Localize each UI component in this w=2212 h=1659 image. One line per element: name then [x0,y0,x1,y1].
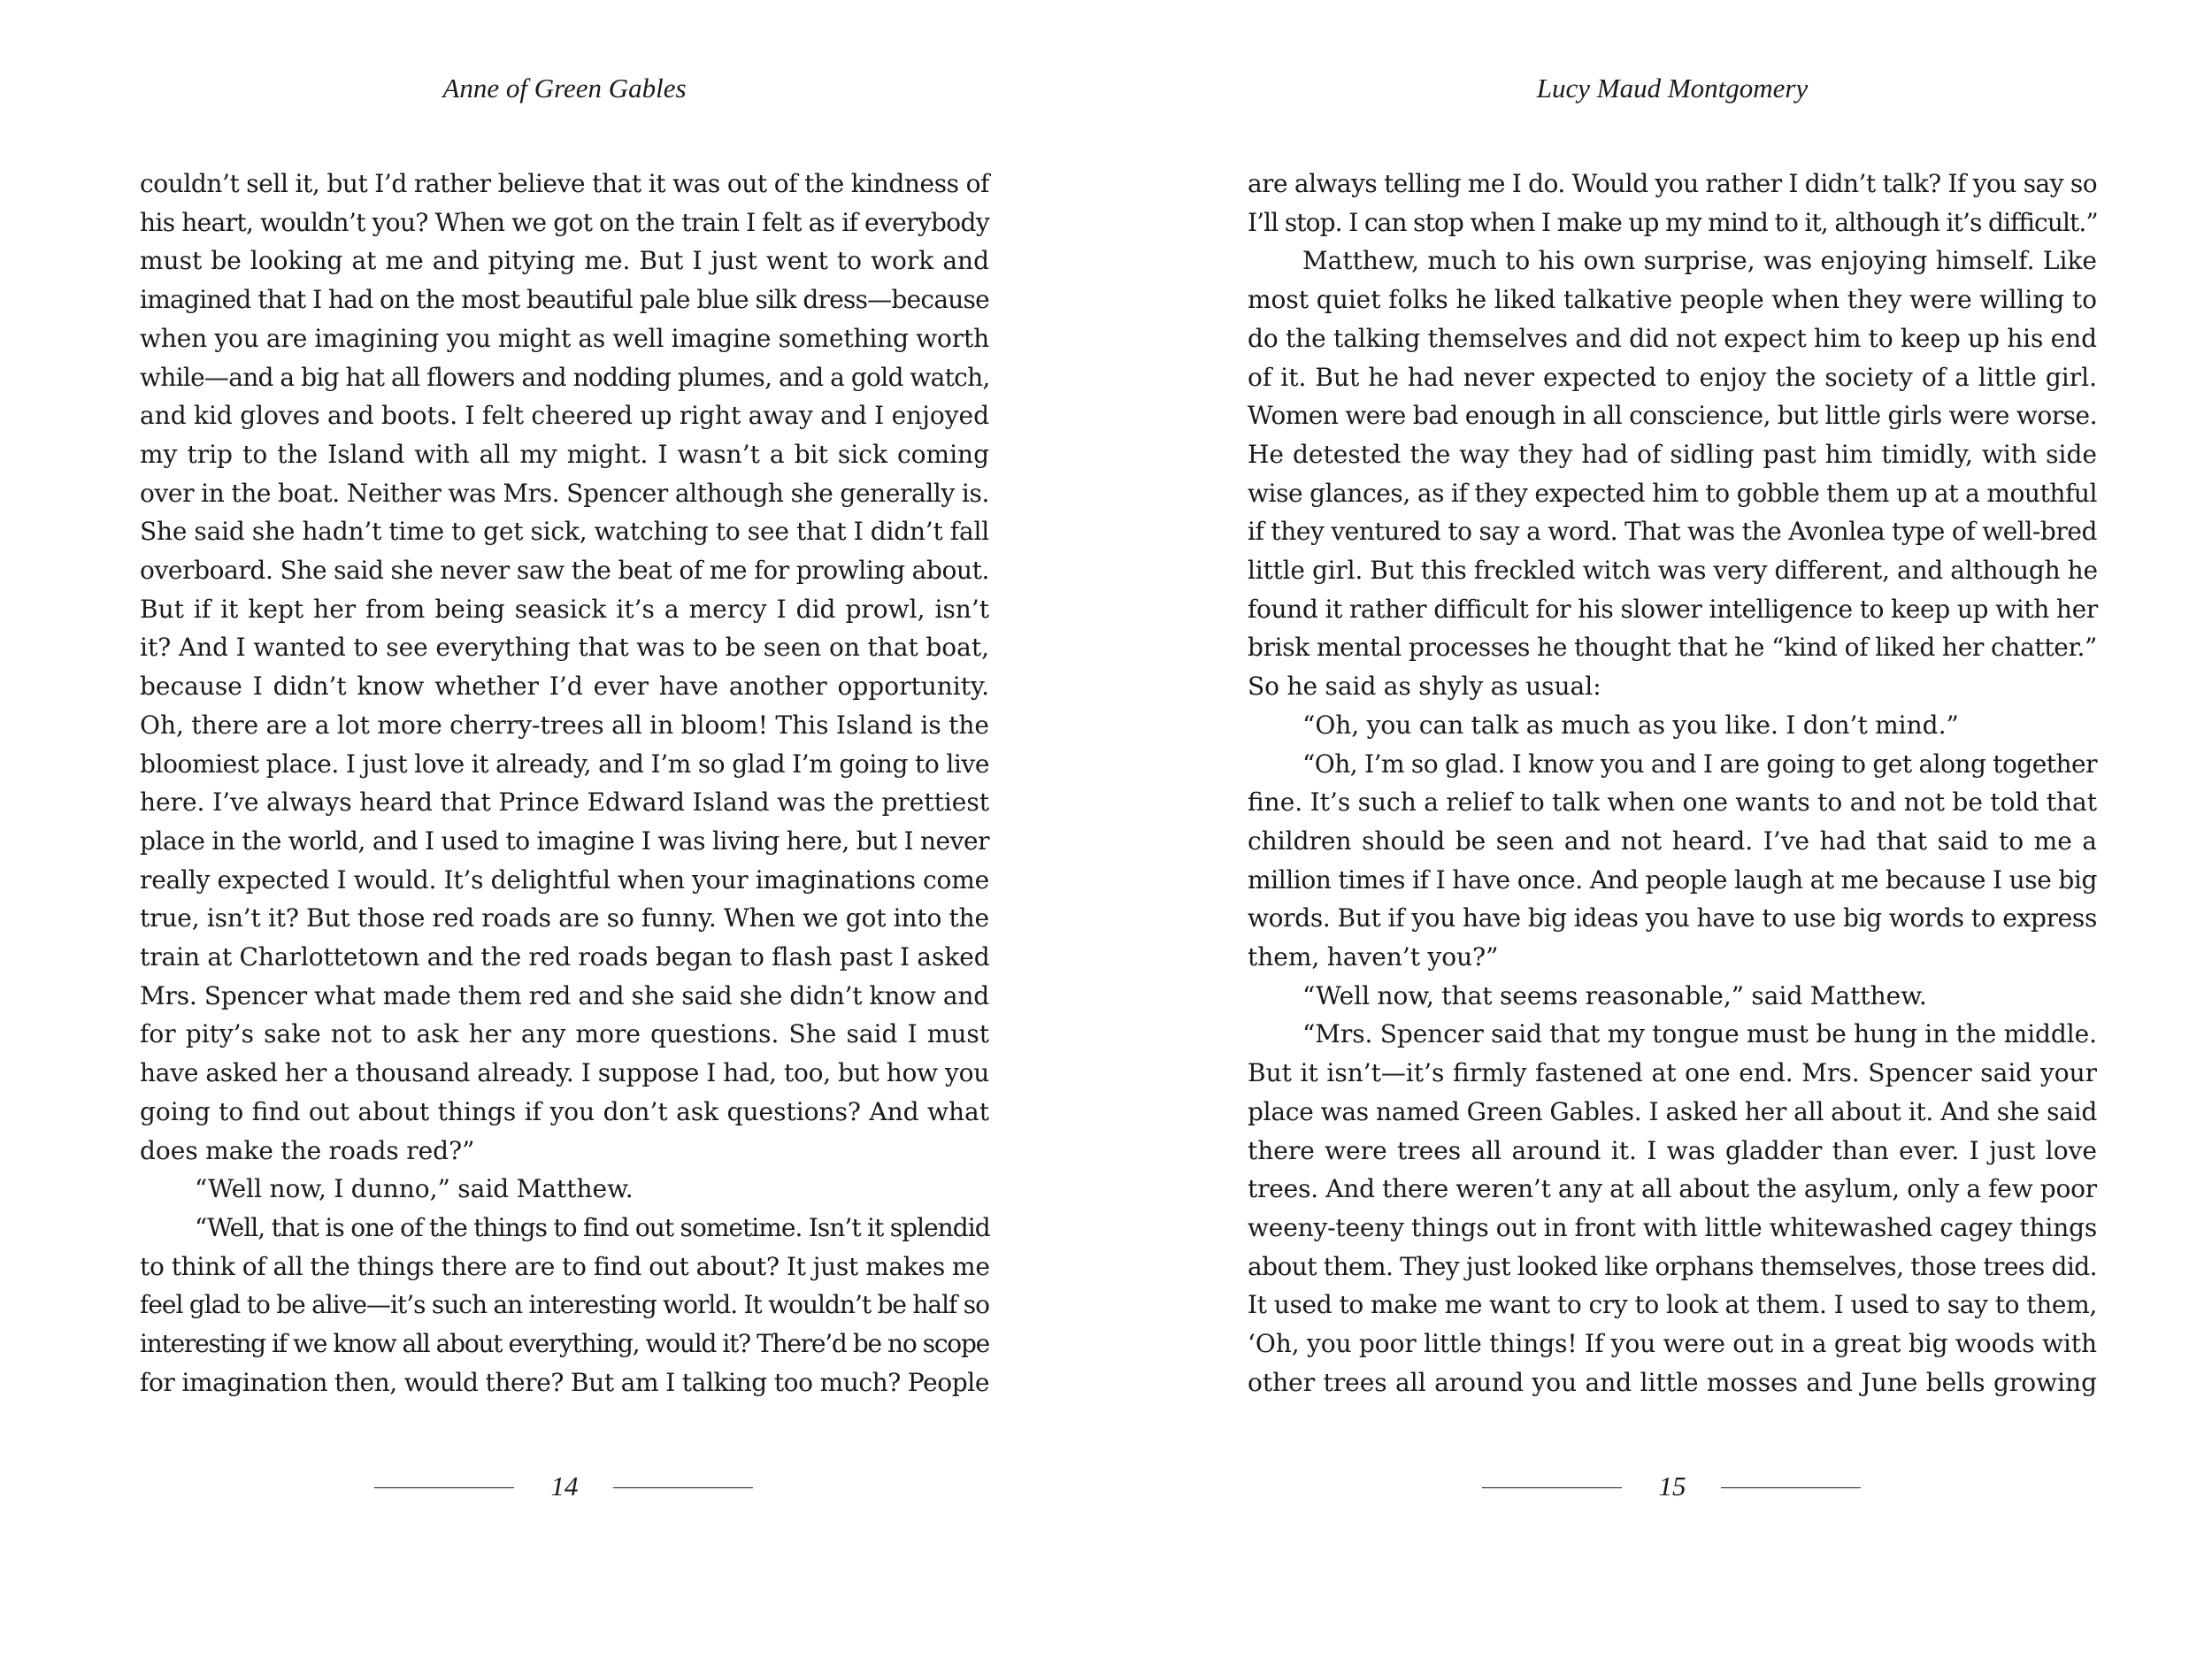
text-line: Women were bad enough in all conscience, but little girls were worse. [1248,401,2097,431]
text-line: She said she hadn’t time to get sick, watching to see that I didn’t fall [140,517,989,547]
text-line: I’ll stop. I can stop when I make up my mind to it, although it’s difficult.” [1248,207,2098,237]
text-line: Matthew, much to his own surprise, was enjoying himself. Like [1302,246,2097,276]
text-line: But it isn’t—it’s firmly fastened at one end. Mrs. Spencer said your [1248,1058,2097,1088]
text-line: found it rather difficult for his slower intelligence to keep up with her [1248,594,2098,624]
text-line: because I didn’t know whether I’d ever have another opportunity. [140,672,989,702]
text-line: feel glad to be alive—it’s such an interesting world. It wouldn’t be half so [140,1290,989,1320]
body-text [140,165,989,1402]
text-line: million times if I have once. And people laugh at me because I use big [1248,864,2097,895]
text-line: imagined that I had on the most beautiful pale blue silk dress—because [140,285,989,315]
text-line: It used to make me want to cry to look at them. I used to say to them, [1248,1290,2097,1320]
text-line: when you are imagining you might as well imagine something worth [140,323,990,353]
footer-rule-left [374,1487,514,1488]
footer-rule-left [1482,1487,1622,1488]
page-footer [140,1464,989,1509]
text-line: “Oh, you can talk as much as you like. I don’t mind.” [1302,710,1959,740]
text-line: fine. It’s such a relief to talk when one wants to and not be told that [1248,787,2097,818]
page-number: 14 [550,1471,579,1502]
text-line: most quiet folks he liked talkative people when they were willing to [1248,285,2097,315]
footer-rule-right [613,1487,753,1488]
text-line: to think of all the things there are to find out about? It just makes me [140,1251,990,1281]
text-line: brisk mental processes he thought that he “kind of liked her chatter.” [1248,633,2097,663]
text-line: do the talking themselves and did not expect him to keep up his end [1248,323,2097,353]
text-line: for pity’s sake not to ask her any more questions. She said I must [140,1019,989,1049]
text-line: have asked her a thousand already. I suppose I had, too, but how you [140,1058,989,1088]
text-line: his heart, wouldn’t you? When we got on the train I felt as if everybody [140,207,989,237]
text-line: So he said as shyly as usual: [1248,672,1601,702]
text-line: does make the roads red?” [140,1135,475,1165]
text-line: But if it kept her from being seasick it’s a mercy I did prowl, isn’t [140,594,989,624]
text-line: Oh, there are a lot more cherry-trees all in bloom! This Island is the [140,710,989,740]
text-line: of it. But he had never expected to enjoy the society of a little girl. [1248,362,2097,392]
text-line: overboard. She said she never saw the beat of me for prowling about. [140,556,990,586]
text-line: trees. And there weren’t any at all about the asylum, only a few poor [1248,1174,2098,1204]
text-line: “Well now, I dunno,” said Matthew. [195,1174,634,1204]
text-line: there were trees all around it. I was gladder than ever. I just love [1248,1135,2097,1165]
text-line: place was named Green Gables. I asked her all about it. And she said [1248,1096,2097,1126]
text-line: other trees all around you and little mosses and June bells growing [1248,1367,2097,1397]
text-line: weeny-teeny things out in front with little whitewashed cagey things [1248,1212,2098,1242]
right-page [1248,0,2097,1659]
text-line: my trip to the Island with all my might. I wasn’t a bit sick coming [140,439,989,469]
page-number: 15 [1658,1471,1686,1502]
text-line: “Mrs. Spencer said that my tongue must be hung in the middle. [1302,1019,2098,1049]
text-line: true, isn’t it? But those red roads are so funny. When we got into the [140,903,989,933]
text-line: He detested the way they had of sidling past him timidly, with side [1248,439,2097,469]
text-line: really expected I would. It’s delightful when your imaginations come [140,864,989,895]
running-head-title: Anne of Green Gables [442,73,687,104]
text-line: place in the world, and I used to imagine I was living here, but I never [140,826,989,856]
page-footer [1248,1464,2097,1509]
text-line: while—and a big hat all flowers and nodding plumes, and a gold watch, [140,362,990,392]
text-line: children should be seen and not heard. I’ve had that said to me a [1248,826,2097,856]
text-line: bloomiest place. I just love it already, and I’m so glad I’m going to live [140,749,989,779]
left-page [140,0,989,1659]
text-line: about them. They just looked like orphans themselves, those trees did. [1248,1251,2097,1281]
running-head-author: Lucy Maud Montgomery [1536,73,1809,104]
text-line: couldn’t sell it, but I’d rather believe that it was out of the kindness of [140,169,989,198]
text-line: “Well now, that seems reasonable,” said Matthew. [1302,980,1927,1010]
text-line: train at Charlottetown and the red roads began to flash past I asked [140,942,990,972]
text-line: interesting if we know all about everything, would it? There’d be no scope [140,1329,990,1359]
text-line: it? And I wanted to see everything that was to be seen on that boat, [140,633,989,663]
text-line: words. But if you have big ideas you have to use big words to express [1248,903,2097,933]
text-line: for imagination then, would there? But am I talking too much? People [140,1367,990,1397]
text-line: ‘Oh, you poor little things! If you were out in a great big woods with [1248,1329,2097,1359]
text-line: wise glances, as if they expected him to gobble them up at a mouthful [1248,478,2098,508]
text-line: them, haven’t you?” [1248,942,1499,972]
body-text [1248,165,2097,1402]
text-line: are always telling me I do. Would you rather I didn’t talk? If you say so [1248,169,2098,198]
text-line: “Well, that is one of the things to find out sometime. Isn’t it splendid [195,1212,990,1242]
text-line: and kid gloves and boots. I felt cheered up right away and I enjoyed [140,401,989,431]
footer-rule-right [1721,1487,1861,1488]
text-line: going to find out about things if you don’t ask questions? And what [140,1096,989,1126]
text-line: must be looking at me and pitying me. But I just went to work and [140,246,989,276]
text-line: Mrs. Spencer what made them red and she said she didn’t know and [140,980,989,1010]
text-line: here. I’ve always heard that Prince Edward Island was the prettiest [140,787,989,818]
text-line: if they ventured to say a word. That was the Avonlea type of well-bred [1248,517,2097,547]
text-line: “Oh, I’m so glad. I know you and I are going to get along together [1302,749,2097,779]
text-line: little girl. But this freckled witch was very different, and although he [1248,556,2098,586]
text-line: over in the boat. Neither was Mrs. Spencer although she generally is. [140,478,989,508]
